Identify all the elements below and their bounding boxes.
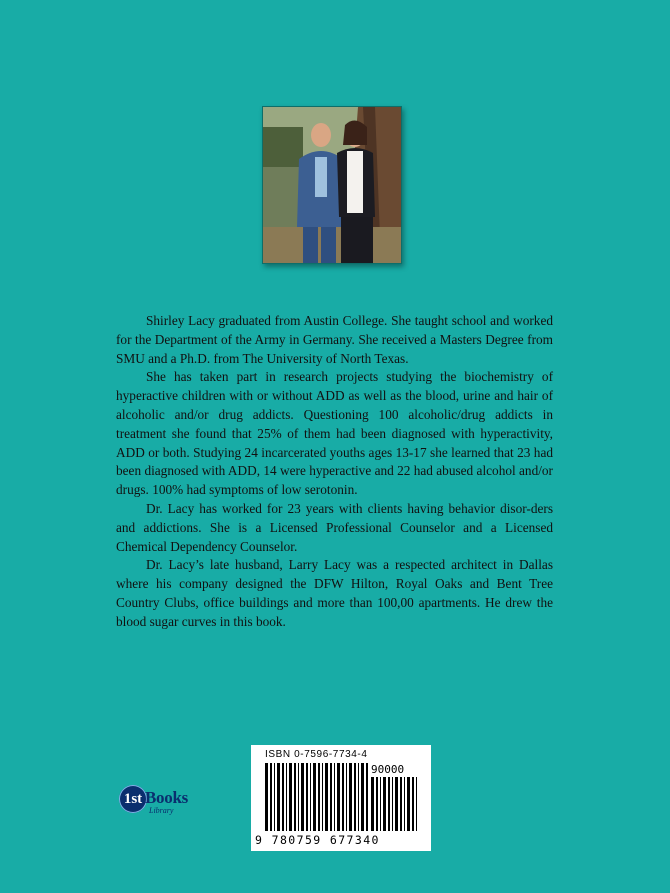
barcode-bar — [380, 777, 381, 831]
barcode-bar — [388, 777, 390, 831]
ean-digits: 9 780759 677340 — [255, 833, 380, 847]
barcode-bar — [289, 763, 292, 831]
barcode-bar — [342, 763, 344, 831]
price-code: 90000 — [371, 763, 405, 776]
barcode-bar — [400, 777, 402, 831]
barcode-bar — [376, 777, 378, 831]
barcode-bar — [270, 763, 272, 831]
barcode-bar — [371, 777, 374, 831]
author-bio — [116, 312, 553, 632]
barcode-bar — [354, 763, 356, 831]
barcode-bar — [265, 763, 268, 831]
logo-wordmark: Books — [145, 788, 188, 807]
isbn-label: ISBN 0-7596-7734-4 — [265, 749, 368, 760]
bio-paragraph: She has taken part in research projects studying the biochemistry of hyperactive children with or without ADD as well as the blood, urine and hair of alcoholic and/or drug addicts. Questioning 100 alcoholic/drug addicts in treatment she found that 25% of them had been diagnosed with hyperactivity, ADD or both. Studying 24 incarcerated youths ages 13-17 she learned that 23 had been diagnosed with ADD, 14 were hyperactive and 22 had abused alcohol and/or drugs. 100% had symptoms of low serotonin. — [116, 369, 553, 498]
barcode-bar — [286, 763, 287, 831]
barcode-bar — [318, 763, 320, 831]
barcode-bar — [346, 763, 347, 831]
barcode-bar — [407, 777, 410, 831]
barcode-bar — [325, 763, 328, 831]
barcode-bar — [330, 763, 332, 831]
barcode-bar — [282, 763, 284, 831]
barcode-bar — [277, 763, 280, 831]
author-photo-image — [263, 107, 401, 263]
barcode-bar — [349, 763, 352, 831]
barcode-bar — [294, 763, 296, 831]
barcode-bar — [361, 763, 364, 831]
barcode-bar — [412, 777, 414, 831]
bio-paragraph: Shirley Lacy graduated from Austin College. She taught school and worked for the Department of the Army in Germany. She received a Masters Degree from SMU and a Ph.D. from The University of North Texas. — [116, 313, 553, 366]
barcode-bar — [416, 777, 417, 831]
barcode-bar — [334, 763, 335, 831]
barcode-bar — [298, 763, 299, 831]
barcode-bar — [392, 777, 393, 831]
publisher-logo — [117, 782, 195, 818]
author-photo — [262, 106, 402, 264]
barcode-bar — [313, 763, 316, 831]
barcode-bar — [274, 763, 275, 831]
barcode-bar — [383, 777, 386, 831]
barcode-bar — [404, 777, 405, 831]
barcode-bar — [301, 763, 304, 831]
logo-circle: 1st — [119, 785, 147, 813]
barcode-panel — [251, 745, 431, 851]
barcode-bar — [310, 763, 311, 831]
bio-paragraph: Dr. Lacy’s late husband, Larry Lacy was a respected architect in Dallas where his company designed the DFW Hilton, Royal Oaks and Bent Tree Country Clubs, office buildings and more than 100,00 apartments. He drew the blood sugar curves in this book. — [116, 557, 553, 629]
barcode-bar — [322, 763, 323, 831]
bio-paragraph: Dr. Lacy has worked for 23 years with clients having behavior disor-ders and addictions. She is a Licensed Professional Counselor and a Licensed Chemical Dependency Counselor. — [116, 500, 553, 554]
barcode-bar — [306, 763, 308, 831]
barcode-bar — [366, 763, 368, 831]
barcode-bar — [337, 763, 340, 831]
barcode-bar — [395, 777, 398, 831]
logo-subtitle: Library — [149, 806, 174, 815]
barcode-bar — [358, 763, 359, 831]
